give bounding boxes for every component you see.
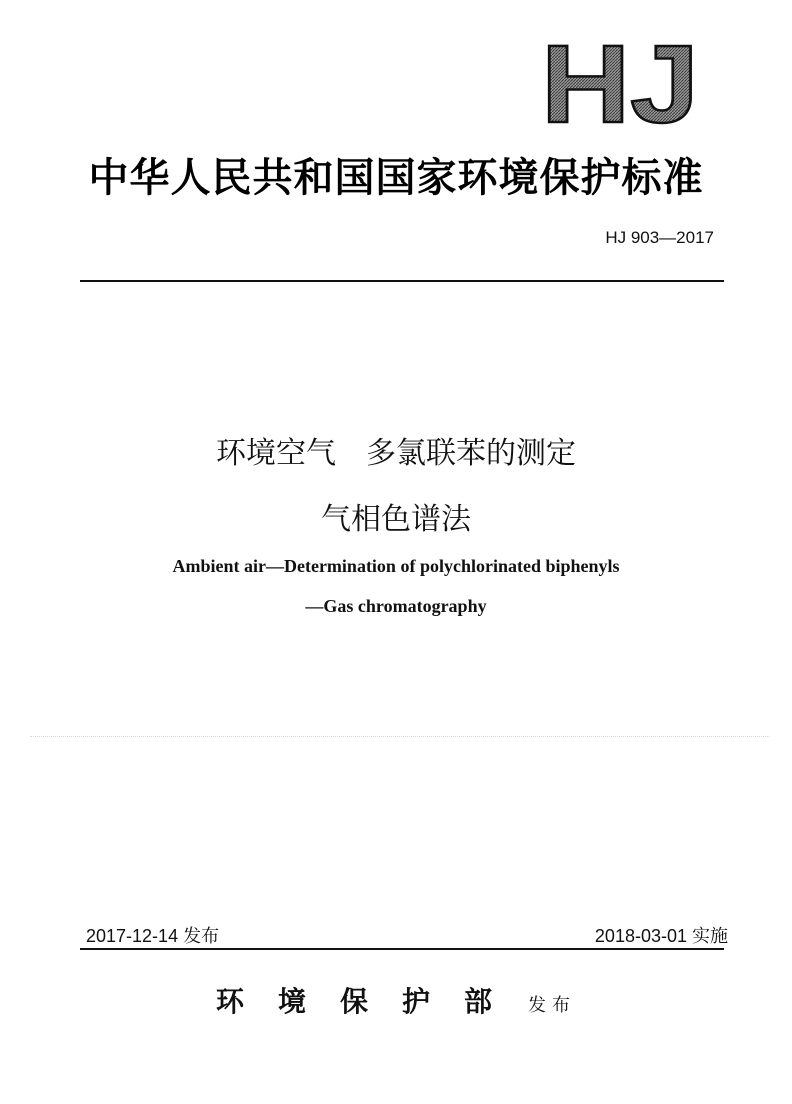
chinese-title-line-1: 环境空气 多氯联苯的测定	[216, 436, 576, 471]
publish-label: 发布	[528, 995, 576, 1016]
header-divider	[80, 280, 724, 282]
logo-text: HJ	[541, 40, 699, 128]
english-title-line-2: —Gas chromatography	[305, 596, 487, 616]
standard-title: 中华人民共和国国家环境保护标准	[88, 154, 704, 201]
footer-divider	[80, 948, 724, 950]
english-title-line-1: Ambient air—Determination of polychlorinated biphenyls	[172, 556, 620, 576]
implementation-date: 2018-03-01 实施	[594, 926, 728, 946]
issue-date: 2017-12-14 发布	[86, 926, 220, 946]
issuer-row	[0, 980, 792, 1020]
scan-artifact-line	[30, 736, 770, 737]
chinese-title-line-2: 气相色谱法	[321, 502, 471, 537]
hj-logo	[540, 40, 700, 128]
issuer-name: 环境保护部	[215, 985, 526, 1018]
standard-number: HJ 903—2017	[605, 228, 714, 247]
